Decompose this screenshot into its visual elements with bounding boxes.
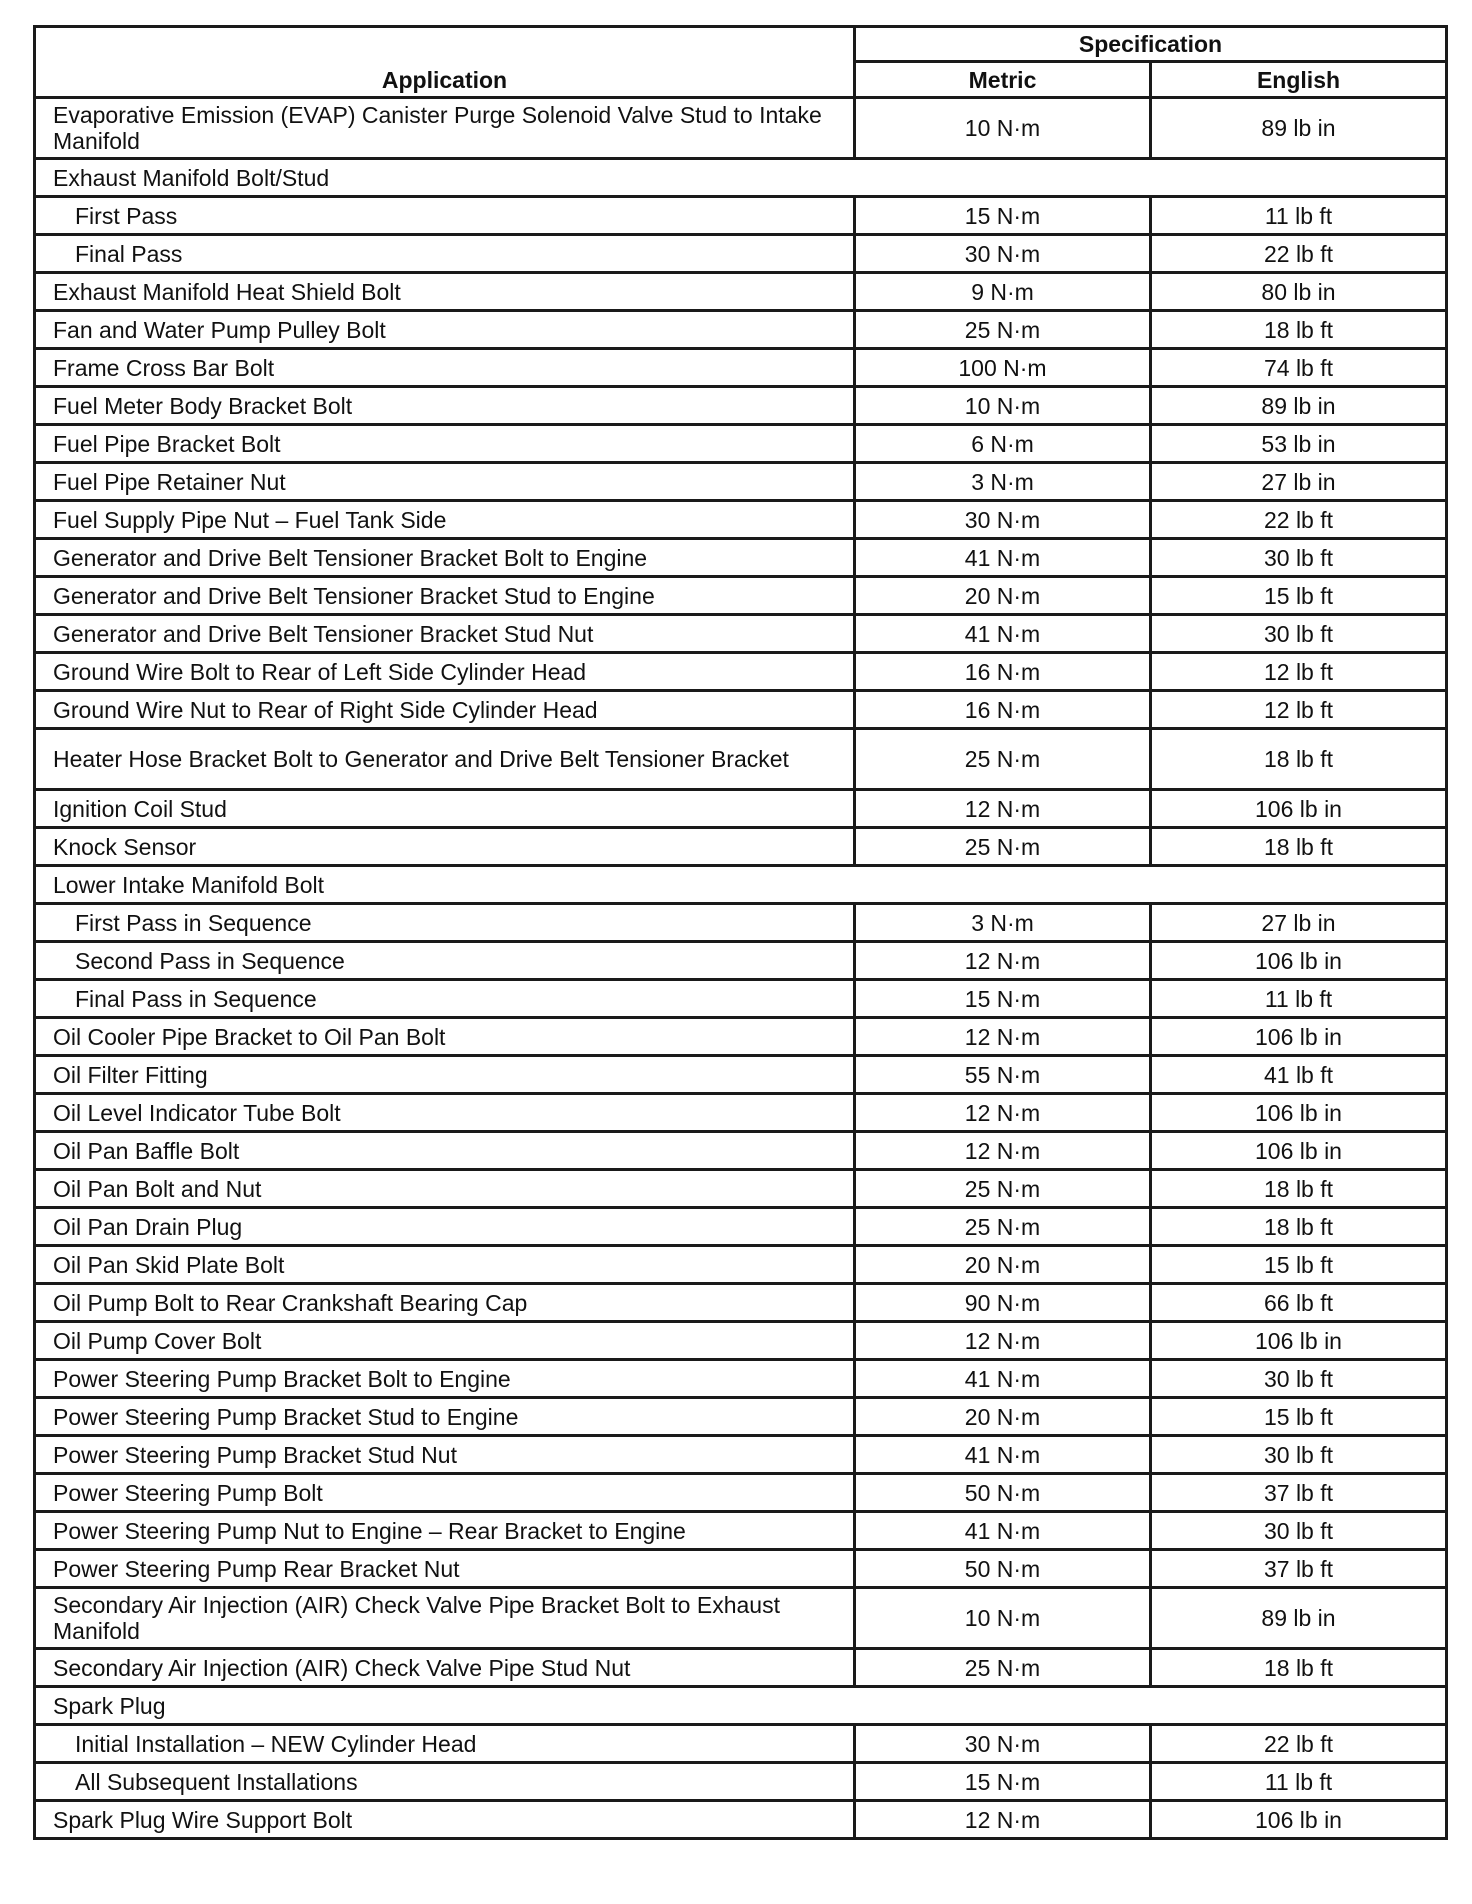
application-cell: Heater Hose Bracket Bolt to Generator and Drive Belt Tensioner Bracket bbox=[35, 729, 855, 790]
table-row bbox=[35, 729, 1447, 790]
table-row bbox=[35, 387, 1447, 425]
english-cell: 12 lb ft bbox=[1151, 691, 1447, 729]
application-cell: Exhaust Manifold Heat Shield Bolt bbox=[35, 273, 855, 311]
english-cell: 106 lb in bbox=[1151, 1018, 1447, 1056]
application-cell: Power Steering Pump Bracket Stud Nut bbox=[35, 1436, 855, 1474]
table-row bbox=[35, 501, 1447, 539]
english-cell: 80 lb in bbox=[1151, 273, 1447, 311]
specification-header: Specification bbox=[855, 27, 1447, 62]
application-cell: Final Pass in Sequence bbox=[35, 980, 855, 1018]
header-row-top bbox=[35, 27, 1447, 62]
application-cell: Fuel Supply Pipe Nut – Fuel Tank Side bbox=[35, 501, 855, 539]
table-row bbox=[35, 1801, 1447, 1839]
group-header-row bbox=[35, 866, 1447, 904]
application-cell: Knock Sensor bbox=[35, 828, 855, 866]
metric-cell: 30 N·m bbox=[855, 1725, 1151, 1763]
table-row bbox=[35, 615, 1447, 653]
metric-cell: 10 N·m bbox=[855, 98, 1151, 159]
group-header-row bbox=[35, 1687, 1447, 1725]
application-cell: All Subsequent Installations bbox=[35, 1763, 855, 1801]
metric-cell: 15 N·m bbox=[855, 980, 1151, 1018]
metric-cell: 50 N·m bbox=[855, 1474, 1151, 1512]
table-row bbox=[35, 1550, 1447, 1588]
english-cell: 30 lb ft bbox=[1151, 1436, 1447, 1474]
table-row bbox=[35, 1474, 1447, 1512]
application-cell: Generator and Drive Belt Tensioner Bracket Stud to Engine bbox=[35, 577, 855, 615]
metric-cell: 12 N·m bbox=[855, 1094, 1151, 1132]
table-row bbox=[35, 235, 1447, 273]
english-cell: 18 lb ft bbox=[1151, 1649, 1447, 1687]
english-cell: 106 lb in bbox=[1151, 942, 1447, 980]
metric-cell: 12 N·m bbox=[855, 790, 1151, 828]
english-cell: 106 lb in bbox=[1151, 790, 1447, 828]
table-row bbox=[35, 1056, 1447, 1094]
metric-cell: 20 N·m bbox=[855, 1398, 1151, 1436]
metric-cell: 12 N·m bbox=[855, 1018, 1151, 1056]
metric-cell: 90 N·m bbox=[855, 1284, 1151, 1322]
english-cell: 15 lb ft bbox=[1151, 577, 1447, 615]
metric-cell: 30 N·m bbox=[855, 235, 1151, 273]
table-row bbox=[35, 1094, 1447, 1132]
table-row bbox=[35, 828, 1447, 866]
torque-spec-table bbox=[33, 25, 1448, 1840]
english-cell: 11 lb ft bbox=[1151, 1763, 1447, 1801]
application-cell: Fuel Pipe Bracket Bolt bbox=[35, 425, 855, 463]
metric-cell: 20 N·m bbox=[855, 577, 1151, 615]
metric-cell: 6 N·m bbox=[855, 425, 1151, 463]
application-cell: Frame Cross Bar Bolt bbox=[35, 349, 855, 387]
table-row bbox=[35, 577, 1447, 615]
application-cell: Fuel Meter Body Bracket Bolt bbox=[35, 387, 855, 425]
table-row bbox=[35, 1512, 1447, 1550]
metric-cell: 25 N·m bbox=[855, 729, 1151, 790]
application-cell: Power Steering Pump Rear Bracket Nut bbox=[35, 1550, 855, 1588]
application-cell: Oil Pan Baffle Bolt bbox=[35, 1132, 855, 1170]
application-cell: Oil Pump Bolt to Rear Crankshaft Bearing Cap bbox=[35, 1284, 855, 1322]
english-cell: 106 lb in bbox=[1151, 1094, 1447, 1132]
metric-cell: 20 N·m bbox=[855, 1246, 1151, 1284]
table-row bbox=[35, 1322, 1447, 1360]
application-cell: Power Steering Pump Bolt bbox=[35, 1474, 855, 1512]
application-cell: Oil Cooler Pipe Bracket to Oil Pan Bolt bbox=[35, 1018, 855, 1056]
english-cell: 11 lb ft bbox=[1151, 197, 1447, 235]
english-cell: 66 lb ft bbox=[1151, 1284, 1447, 1322]
english-cell: 22 lb ft bbox=[1151, 235, 1447, 273]
metric-cell: 41 N·m bbox=[855, 1436, 1151, 1474]
application-cell: Generator and Drive Belt Tensioner Bracket Bolt to Engine bbox=[35, 539, 855, 577]
group-header-row bbox=[35, 159, 1447, 197]
application-cell: Power Steering Pump Bracket Bolt to Engine bbox=[35, 1360, 855, 1398]
table-row bbox=[35, 904, 1447, 942]
table-row bbox=[35, 425, 1447, 463]
english-cell: 37 lb ft bbox=[1151, 1550, 1447, 1588]
group-label: Lower Intake Manifold Bolt bbox=[35, 866, 1447, 904]
metric-cell: 41 N·m bbox=[855, 539, 1151, 577]
english-cell: 37 lb ft bbox=[1151, 1474, 1447, 1512]
table-row bbox=[35, 653, 1447, 691]
table-row bbox=[35, 311, 1447, 349]
table-row bbox=[35, 349, 1447, 387]
metric-cell: 15 N·m bbox=[855, 1763, 1151, 1801]
metric-cell: 41 N·m bbox=[855, 615, 1151, 653]
application-cell: Power Steering Pump Bracket Stud to Engine bbox=[35, 1398, 855, 1436]
metric-header: Metric bbox=[855, 62, 1151, 98]
metric-cell: 30 N·m bbox=[855, 501, 1151, 539]
metric-cell: 9 N·m bbox=[855, 273, 1151, 311]
table-row bbox=[35, 1284, 1447, 1322]
group-label: Spark Plug bbox=[35, 1687, 1447, 1725]
application-cell: Evaporative Emission (EVAP) Canister Purge Solenoid Valve Stud to Intake Manifold bbox=[35, 98, 855, 159]
table-row bbox=[35, 1018, 1447, 1056]
table-row bbox=[35, 1132, 1447, 1170]
english-cell: 22 lb ft bbox=[1151, 1725, 1447, 1763]
table-row bbox=[35, 98, 1447, 159]
application-cell: Fan and Water Pump Pulley Bolt bbox=[35, 311, 855, 349]
metric-cell: 100 N·m bbox=[855, 349, 1151, 387]
table-body bbox=[35, 98, 1447, 1839]
english-cell: 15 lb ft bbox=[1151, 1398, 1447, 1436]
english-cell: 11 lb ft bbox=[1151, 980, 1447, 1018]
application-cell: Secondary Air Injection (AIR) Check Valve Pipe Bracket Bolt to Exhaust Manifold bbox=[35, 1588, 855, 1649]
table-row bbox=[35, 1170, 1447, 1208]
application-cell: Oil Pan Drain Plug bbox=[35, 1208, 855, 1246]
metric-cell: 41 N·m bbox=[855, 1360, 1151, 1398]
table-row bbox=[35, 1649, 1447, 1687]
metric-cell: 12 N·m bbox=[855, 1322, 1151, 1360]
english-cell: 30 lb ft bbox=[1151, 539, 1447, 577]
english-cell: 53 lb in bbox=[1151, 425, 1447, 463]
table-row bbox=[35, 1360, 1447, 1398]
application-cell: Oil Pan Bolt and Nut bbox=[35, 1170, 855, 1208]
table-row bbox=[35, 539, 1447, 577]
metric-cell: 16 N·m bbox=[855, 691, 1151, 729]
metric-cell: 25 N·m bbox=[855, 1649, 1151, 1687]
english-cell: 106 lb in bbox=[1151, 1322, 1447, 1360]
english-cell: 18 lb ft bbox=[1151, 311, 1447, 349]
english-cell: 30 lb ft bbox=[1151, 1360, 1447, 1398]
application-cell: Spark Plug Wire Support Bolt bbox=[35, 1801, 855, 1839]
english-cell: 30 lb ft bbox=[1151, 1512, 1447, 1550]
application-cell: Generator and Drive Belt Tensioner Bracket Stud Nut bbox=[35, 615, 855, 653]
application-cell: First Pass bbox=[35, 197, 855, 235]
metric-cell: 25 N·m bbox=[855, 1208, 1151, 1246]
application-cell: Ground Wire Nut to Rear of Right Side Cylinder Head bbox=[35, 691, 855, 729]
english-cell: 12 lb ft bbox=[1151, 653, 1447, 691]
application-cell: Oil Pump Cover Bolt bbox=[35, 1322, 855, 1360]
application-cell: Power Steering Pump Nut to Engine – Rear Bracket to Engine bbox=[35, 1512, 855, 1550]
english-cell: 22 lb ft bbox=[1151, 501, 1447, 539]
metric-cell: 16 N·m bbox=[855, 653, 1151, 691]
metric-cell: 12 N·m bbox=[855, 1801, 1151, 1839]
english-cell: 41 lb ft bbox=[1151, 1056, 1447, 1094]
group-label: Exhaust Manifold Bolt/Stud bbox=[35, 159, 1447, 197]
english-cell: 74 lb ft bbox=[1151, 349, 1447, 387]
metric-cell: 15 N·m bbox=[855, 197, 1151, 235]
english-cell: 30 lb ft bbox=[1151, 615, 1447, 653]
english-cell: 27 lb in bbox=[1151, 904, 1447, 942]
metric-cell: 12 N·m bbox=[855, 1132, 1151, 1170]
application-header: Application bbox=[35, 27, 855, 98]
table-row bbox=[35, 273, 1447, 311]
table-row bbox=[35, 1725, 1447, 1763]
english-cell: 106 lb in bbox=[1151, 1801, 1447, 1839]
application-cell: Initial Installation – NEW Cylinder Head bbox=[35, 1725, 855, 1763]
metric-cell: 55 N·m bbox=[855, 1056, 1151, 1094]
english-cell: 18 lb ft bbox=[1151, 828, 1447, 866]
application-cell: Ignition Coil Stud bbox=[35, 790, 855, 828]
metric-cell: 25 N·m bbox=[855, 828, 1151, 866]
metric-cell: 3 N·m bbox=[855, 904, 1151, 942]
english-cell: 89 lb in bbox=[1151, 387, 1447, 425]
table-row bbox=[35, 1208, 1447, 1246]
english-cell: 89 lb in bbox=[1151, 98, 1447, 159]
metric-cell: 12 N·m bbox=[855, 942, 1151, 980]
table-row bbox=[35, 1398, 1447, 1436]
application-cell: First Pass in Sequence bbox=[35, 904, 855, 942]
english-cell: 15 lb ft bbox=[1151, 1246, 1447, 1284]
application-cell: Ground Wire Bolt to Rear of Left Side Cylinder Head bbox=[35, 653, 855, 691]
table-row bbox=[35, 790, 1447, 828]
english-header: English bbox=[1151, 62, 1447, 98]
english-cell: 18 lb ft bbox=[1151, 729, 1447, 790]
table-row bbox=[35, 1763, 1447, 1801]
english-cell: 18 lb ft bbox=[1151, 1170, 1447, 1208]
table-row bbox=[35, 463, 1447, 501]
metric-cell: 25 N·m bbox=[855, 311, 1151, 349]
english-cell: 89 lb in bbox=[1151, 1588, 1447, 1649]
table-row bbox=[35, 1436, 1447, 1474]
application-cell: Oil Filter Fitting bbox=[35, 1056, 855, 1094]
table-row bbox=[35, 942, 1447, 980]
metric-cell: 25 N·m bbox=[855, 1170, 1151, 1208]
table-row bbox=[35, 980, 1447, 1018]
table-row bbox=[35, 1588, 1447, 1649]
english-cell: 106 lb in bbox=[1151, 1132, 1447, 1170]
metric-cell: 10 N·m bbox=[855, 387, 1151, 425]
english-cell: 18 lb ft bbox=[1151, 1208, 1447, 1246]
metric-cell: 41 N·m bbox=[855, 1512, 1151, 1550]
application-cell: Secondary Air Injection (AIR) Check Valve Pipe Stud Nut bbox=[35, 1649, 855, 1687]
application-cell: Oil Level Indicator Tube Bolt bbox=[35, 1094, 855, 1132]
application-cell: Fuel Pipe Retainer Nut bbox=[35, 463, 855, 501]
application-cell: Final Pass bbox=[35, 235, 855, 273]
metric-cell: 3 N·m bbox=[855, 463, 1151, 501]
table-row bbox=[35, 691, 1447, 729]
metric-cell: 50 N·m bbox=[855, 1550, 1151, 1588]
application-cell: Oil Pan Skid Plate Bolt bbox=[35, 1246, 855, 1284]
table-row bbox=[35, 1246, 1447, 1284]
english-cell: 27 lb in bbox=[1151, 463, 1447, 501]
table-row bbox=[35, 197, 1447, 235]
application-cell: Second Pass in Sequence bbox=[35, 942, 855, 980]
metric-cell: 10 N·m bbox=[855, 1588, 1151, 1649]
